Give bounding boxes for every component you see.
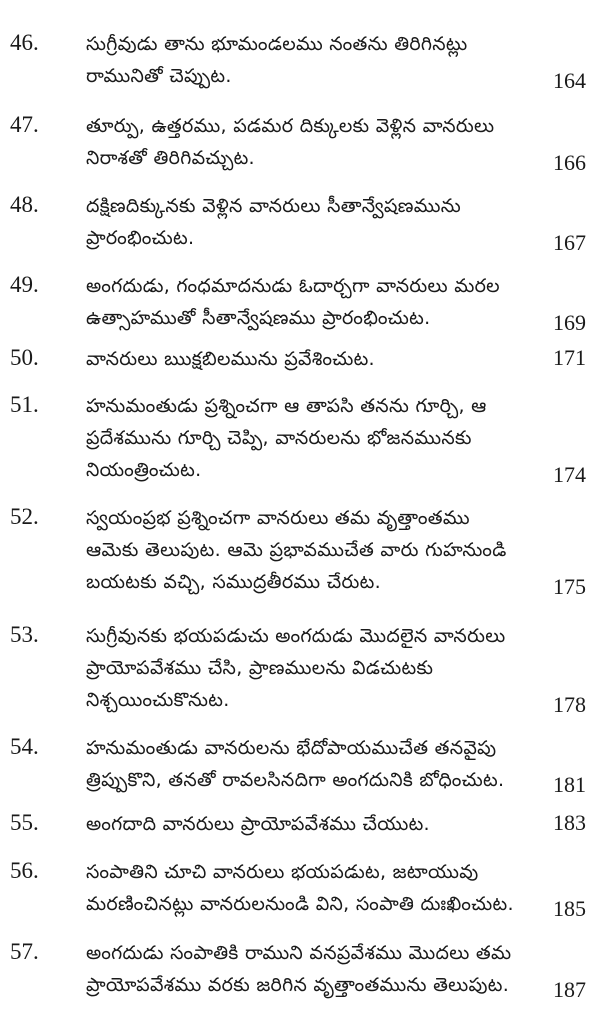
entry-number: 46. xyxy=(10,30,39,55)
entry-number: 53. xyxy=(10,622,39,647)
entry-number: 50. xyxy=(10,345,39,370)
entry-page-number: 175 xyxy=(553,574,586,599)
entry-page-number: 164 xyxy=(553,68,586,93)
entry-number: 47. xyxy=(10,112,39,137)
entry-page-number: 167 xyxy=(553,230,586,255)
entry-page-number: 166 xyxy=(553,150,586,175)
entry-title: స్వయంప్రభ ప్రశ్నించగా వానరులు తమ వృత్తాంతము ఆమెకు తెలుపుట. ఆమె ప్రభావముచేత వారు గుహనుండి బయటకు వచ్చి, సముద్రతీరము చేరుట. xyxy=(86,507,507,593)
entry-number: 49. xyxy=(10,272,39,297)
entry-title: సుగ్రీవునకు భయపడుచు అంగదుడు మొదలైన వానరులు ప్రాయోపవేశము చేసి, ప్రాణములను విడచుటకు నిశ్చయించుకొనుట. xyxy=(86,625,506,711)
entry-page-number: 183 xyxy=(553,810,586,835)
entry-title: అంగదుడు సంపాతికి రాముని వనప్రవేశము మొదలు తమ ప్రాయోపవేశము వరకు జరిగిన వృత్తాంతమును తెలుపుట. xyxy=(86,942,512,996)
entry-number: 54. xyxy=(10,734,39,759)
entry-number: 55. xyxy=(10,810,39,835)
entry-number: 56. xyxy=(10,858,39,883)
entry-title: సుగ్రీవుడు తాను భూమండలము నంతను తిరిగినట్లు రామునితో చెప్పుట. xyxy=(86,33,468,87)
entry-page-number: 187 xyxy=(553,977,586,1002)
entry-number: 52. xyxy=(10,504,39,529)
entry-title: హనుమంతుడు ప్రశ్నించగా ఆ తాపసి తనను గూర్చి, ఆ ప్రదేశమును గూర్చి చెప్పి, వానరులను భోజనమునకు నియంత్రించుట. xyxy=(86,395,487,481)
entry-page-number: 185 xyxy=(553,896,586,921)
entry-title: అంగదుడు, గంధమాదనుడు ఓదార్చగా వానరులు మరల ఉత్సాహముతో సీతాన్వేషణము ప్రారంభించుట. xyxy=(86,275,500,329)
entry-title: తూర్పు, ఉత్తరము, పడమర దిక్కులకు వెళ్లిన వానరులు నిరాశతో తిరిగివచ్చుట. xyxy=(86,115,495,169)
entry-title: వానరులు ఋక్షబిలమును ప్రవేశించుట. xyxy=(86,348,375,370)
entry-title: హనుమంతుడు వానరులను భేదోపాయముచేత తనవైపు త్రిప్పుకొని, తనతో రావలసినదిగా అంగదునికి బోధించుట. xyxy=(86,737,505,791)
entry-page-number: 181 xyxy=(553,772,586,797)
entry-page-number: 169 xyxy=(553,310,586,335)
entry-title: అంగదాది వానరులు ప్రాయోపవేశము చేయుట. xyxy=(86,813,430,835)
entry-page-number: 178 xyxy=(553,692,586,717)
entry-page-number: 171 xyxy=(553,345,586,370)
entry-title: సంపాతిని చూచి వానరులు భయపడుట, జటాయువు మరణించినట్లు వానరులనుండి విని, సంపాతి దుఃఖించుట. xyxy=(86,861,514,915)
entry-page-number: 174 xyxy=(553,462,586,487)
entry-title: దక్షిణదిక్కునకు వెళ్లిన వానరులు సీతాన్వేషణమును ప్రారంభించుట. xyxy=(86,195,461,249)
entry-number: 48. xyxy=(10,192,39,217)
entry-number: 57. xyxy=(10,939,39,964)
entry-number: 51. xyxy=(10,392,39,417)
